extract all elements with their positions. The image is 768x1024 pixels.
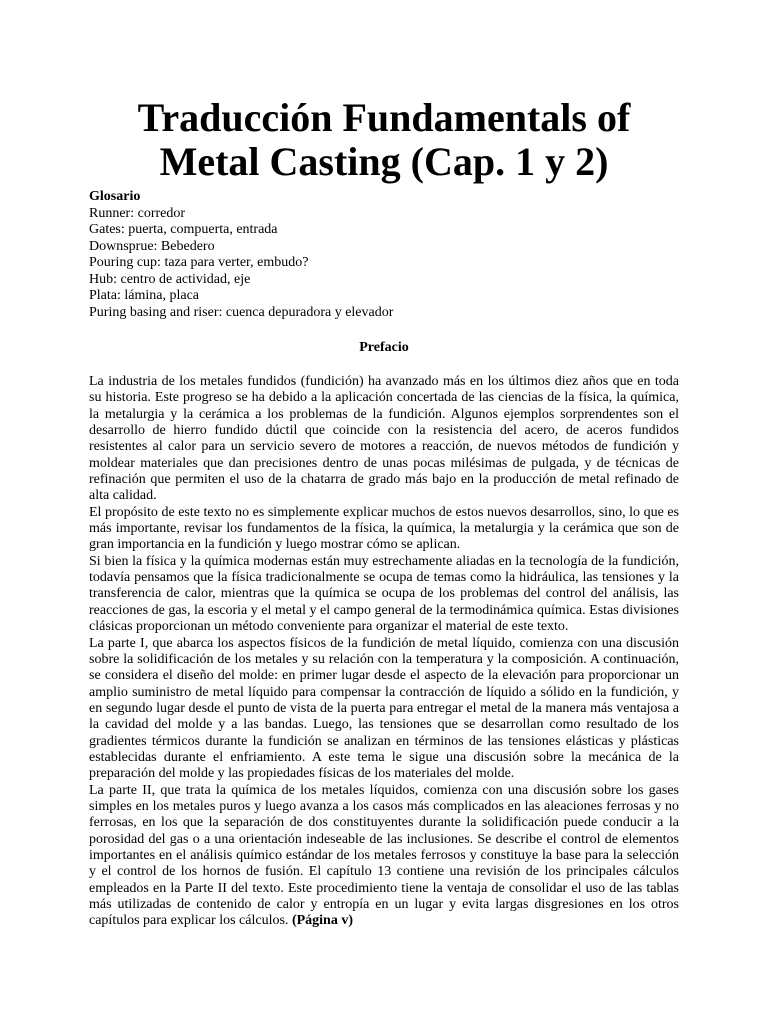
glossary-entry-plata: Plata: lámina, placa — [89, 288, 200, 303]
preface-paragraph-3: Si bien la física y la química modernas están muy estrechamente aliadas en la tecnología de la fundición, todavía pensamos que la física tradicionalmente se ocupa de temas como la hidráulica, las tensiones y la transferencia de calor, mientras que la química se ocupa de los problemas del control del análisis, las reacciones de gas, la escoria y el metal y el campo general de la termodinámica química. Estas divisiones clásicas proporcionan un método conveniente para organizar el material de este texto. — [89, 553, 679, 635]
document-title: Traducción Fundamentals of Metal Casting (Cap. 1 y 2) — [137, 95, 631, 184]
preface-body — [89, 374, 679, 930]
preface-paragraph-1: La industria de los metales fundidos (fundición) ha avanzado más en los últimos diez años que en toda su historia. Este progreso se ha debido a la aplicación concertada de las ciencias de la física, la química, la metalurgia y la cerámica a los problemas de la fundición. Algunos ejemplos sorprendentes son el desarrollo de hierro fundido dúctil que coincide con la resistencia del acero, de aceros fundidos resistentes al calor para un servicio severo de motores a reacción, de nuevos métodos de fundición y moldear materiales que dan precisiones dentro de unas pocas milésimas de pulgada, y de técnicas de refinación que permiten el uso de la chatarra de grado más bajo en la producción de metal refinado de alta calidad. — [89, 374, 679, 504]
document-page — [89, 0, 679, 930]
page-reference: (Página v) — [291, 913, 353, 929]
preface-paragraph-5-text: La parte II, que trata la química de los metales líquidos, comienza con una discusión sobre los gases simples en los metales puros y luego avanza a los casos más complicados en las aleaciones ferrosas y no ferrosas, en los que la separación de dos constituyentes durante la solidificación puede conducir a la porosidad del gas o a una orientación indeseable de las inclusiones. Se describe el control de elementos importantes en el análisis químico estándar de los metales ferrosos y constituye la base para la selección y el control de los hornos de fusión. El capítulo 13 contiene una revisión de los principales cálculos empleados en la Parte II del texto. Este procedimiento tiene la ventaja de consolidar el uso de las tablas más utilizadas de contenido de calor y entropía en un lugar y evita largas disgresiones en los otros capítulos para explicar los cálculos. — [89, 782, 679, 929]
glossary-heading: Glosario — [89, 189, 141, 204]
glossary-entry-runner: Runner: corredor — [89, 205, 186, 221]
preface-heading: Prefacio — [359, 340, 409, 355]
glossary-entry-puring-basing: Puring basing and riser: cuenca depuradora y elevador — [89, 304, 394, 320]
glossary-entry-gates: Gates: puerta, compuerta, entrada — [89, 222, 278, 237]
glossary-section — [89, 189, 679, 321]
glossary-entry-downsprue: Downsprue: Bebedero — [89, 238, 215, 254]
glossary-entry-hub: Hub: centro de actividad, eje — [89, 271, 251, 287]
preface-paragraph-5 — [89, 783, 679, 930]
preface-paragraph-2: El propósito de este texto no es simplemente explicar muchos de estos nuevos desarrollos, sino, lo que es más importante, revisar los fundamentos de la física, la química, la metalurgia y la cerámica que son de gran importancia en la fundición y luego mostrar cómo se aplican. — [89, 504, 679, 553]
preface-paragraph-4: La parte I, que abarca los aspectos físicos de la fundición de metal líquido, comienza con una discusión sobre la solidificación de los metales y su relación con la temperatura y la composición. A continuación, se considera el diseño del molde: en primer lugar desde el aspecto de la elevación para proporcionar un amplio suministro de metal líquido para compensar la contracción de líquido a sólido en la fundición, y en segundo lugar desde el punto de vista de la puerta para entregar el metal de la manera más ventajosa a la cavidad del molde y a las bandas. Luego, las tensiones que se desarrollan como resultado de los gradientes térmicos durante la fundición se analizan en términos de las tensiones elásticas y plásticas establecidas durante el enfriamiento. A este tema le sigue una discusión sobre la mecánica de la preparación del molde y las propiedades físicas de los materiales del molde. — [89, 635, 679, 782]
glossary-entry-pouring-cup: Pouring cup: taza para verter, embudo? — [89, 255, 309, 270]
